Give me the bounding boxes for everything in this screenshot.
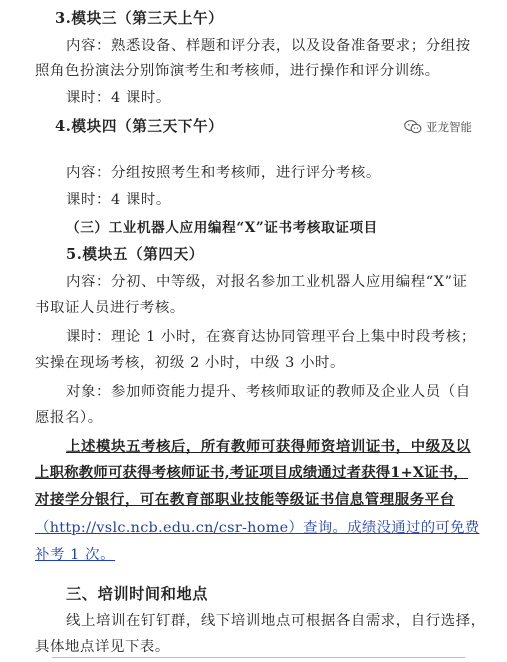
- module4-title: 4.模块四（第三天下午）: [55, 118, 224, 135]
- notice-line2: 上职称教师可获得考核师证书,考证项目成绩通过者获得1+X证书，: [35, 464, 468, 481]
- module3-content-line2: 照角色扮演法分别饰演考生和考核师，进行操作和评分训练。: [35, 63, 440, 79]
- module5-target-line2: 愿报名）。: [35, 410, 103, 426]
- watermark: [404, 119, 472, 135]
- module5-content-line2: 书取证人员进行考核。: [35, 300, 185, 316]
- query-link[interactable]: （http://vslc.ncb.edu.cn/csr-home）查询。成绩没通过的可免费: [35, 520, 480, 536]
- module5-hours-line2: 实操在现场考核，初级 2 小时，中级 3 小时。: [35, 355, 346, 371]
- section-3-heading: （三）工业机器人应用编程“X”证书考核取证项目: [66, 220, 378, 236]
- module3-hours: 课时：4 课时。: [66, 90, 171, 106]
- section-three-line1: 线上培训在钉钉群，线下培训地点可根据各自需求，自行选择，: [66, 613, 486, 629]
- module3-title: 3.模块三（第三天上午）: [55, 10, 224, 27]
- bottom-divider: [52, 657, 465, 658]
- watermark-text: 亚龙智能: [426, 120, 472, 134]
- retake-link[interactable]: 补考 1 次。: [35, 547, 116, 563]
- module3-content-line1: 内容：熟悉设备、样题和评分表，以及设备准备要求；分组按: [66, 38, 471, 54]
- module5-title: 5.模块五（第四天）: [66, 246, 204, 263]
- notice-line3: 对接学分银行，可在教育部职业技能等级证书信息管理服务平台: [35, 491, 455, 508]
- module5-target-line1: 对象：参加师资能力提升、考核师取证的教师及企业人员（自: [66, 384, 471, 400]
- module5-content-line1: 内容：分初、中等级，对报名参加工业机器人应用编程“X”证: [66, 274, 468, 290]
- section-three-line2: 具体地点详见下表。: [35, 639, 170, 655]
- module4-content: 内容：分组按照考生和考核师，进行评分考核。: [66, 165, 381, 181]
- module4-hours: 课时：4 课时。: [66, 192, 171, 208]
- wechat-icon: [404, 119, 422, 135]
- notice-line1: 上述模块五考核后，所有教师可获得师资培训证书，中级及以: [66, 438, 471, 455]
- section-three-heading: 三、培训时间和地点: [66, 585, 209, 603]
- module5-hours-line1: 课时：理论 1 小时，在赛育达协同管理平台上集中时段考核；: [66, 329, 476, 345]
